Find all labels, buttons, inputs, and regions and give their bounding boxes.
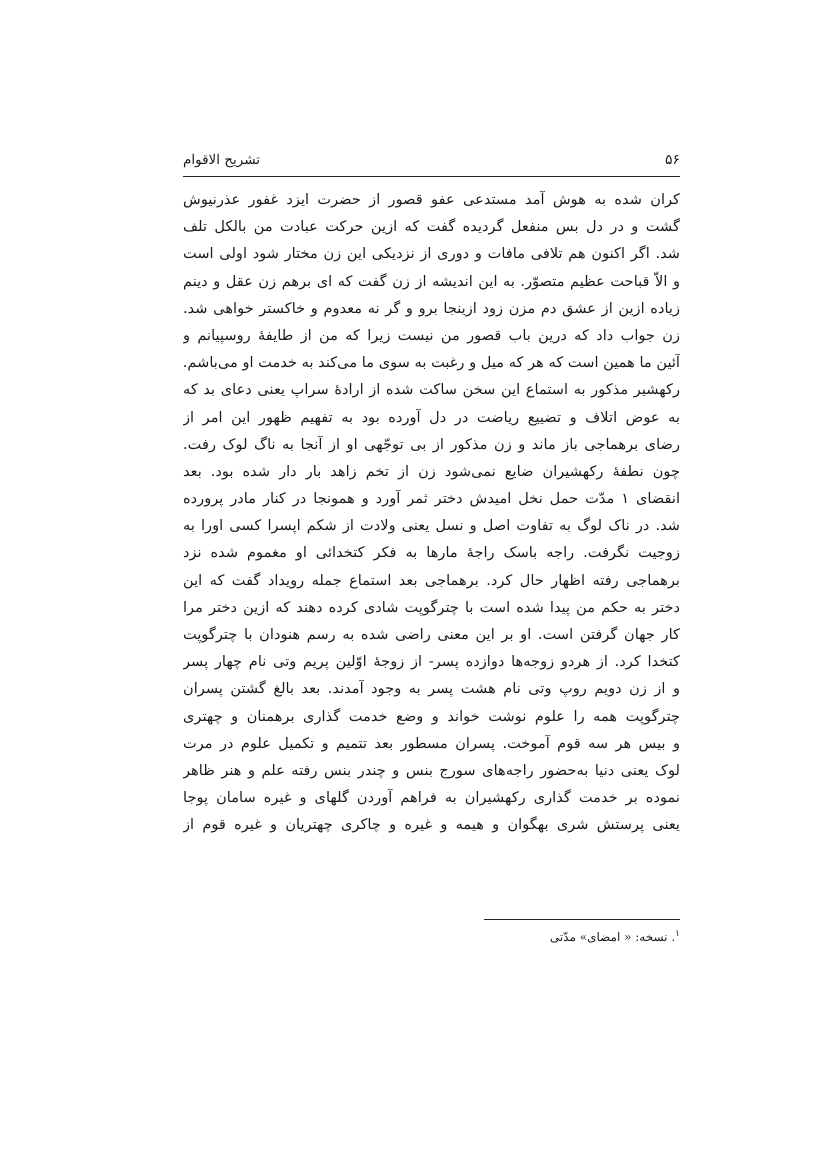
footnote-text: . نسخه: « امضای» مدّتی (549, 930, 676, 944)
text-line: کتخدا کرد. از هردو زوجه‌ها دوازده پسر- از زوجۀ اوّلین پریم وتی نام چهار پسر (183, 653, 680, 671)
text-line: رضای برهماجی باز ماند و زن مذکور از بی توجّهی او از آنجا به ناگ لوک رفت. (183, 435, 680, 453)
text-line: زن جواب داد که درین باب قصور من نیست زیرا که من از طایفۀ روسپیانم و (183, 326, 680, 344)
page-number: ۵۶ (664, 152, 680, 168)
text-line: آئین ما همین است که هر که میل و رغبت به سوی ما می‌کند به خدمت او می‌باشم. (183, 354, 680, 372)
text-line: شد. در ناک لوگ به تفاوت اصل و نسل یعنی ولادت از شکم اپسرا کسی اورا به (183, 517, 680, 535)
text-line: و از زن دویم روپ وتی نام هشت پسر به وجود آمدند. بعد بالغ گشتن پسران (183, 680, 680, 698)
book-title: تشریح الاقوام (183, 152, 260, 168)
text-line: دختر به حکم من پیدا شده است با چترگوپت شادی کرده دهند که ازین دختر مرا (183, 598, 680, 616)
text-line: و الاّ قباحت عظیم متصوّر. به این اندیشه از زن گفت که ای برهم زن عقل و دینم (183, 272, 680, 290)
text-line: برهماجی رفته اظهار حال کرد. برهماجی بعد استماع جمله رویداد گفت که این (183, 571, 680, 589)
text-line: لوک یعنی دنیا به‌حضور راجه‌های سورج بنس و چندر بنس رفته علم و هنر ظاهر (183, 761, 680, 779)
text-line: و بیس هر سه قوم آموخت. پسران مسطور بعد تتمیم و تکمیل علوم در مرت (183, 734, 680, 752)
text-line: زوجیت نگرفت. راجه باسک راجۀ مارها به فکر کتخدائی او مغموم شده نزد (183, 544, 680, 562)
text-line: چون نطفۀ رکهشیران ضایع نمی‌شود زن از تخم زاهد بار دار شده بود. بعد (183, 462, 680, 480)
text-line: کار جهان گرفتن است. او بر این معنی راضی شده به رسم هنودان با چترگوپت (183, 626, 680, 643)
footnote (183, 928, 680, 946)
header-divider (183, 176, 680, 177)
text-line: به عوض اتلاف و تضییع ریاضت در دل آورده بود به تفهیم ظهور این امر از (183, 408, 680, 426)
running-head (183, 149, 680, 171)
body-text (183, 186, 680, 839)
text-line: چترگوپت همه را علوم نوشت خواند و وضع خدمت گذاری برهمنان و چهتری (183, 707, 680, 725)
text-line: گشت و در دل بس منفعل گردیده گفت که ازین حرکت عبادت من بالکل تلف (183, 218, 680, 236)
text-line: انقضای ۱ مدّت حمل نخل امیدش دختر ثمر آورد و همونجا در کنار مادر پرورده (183, 490, 680, 508)
text-line: زیاده ازین از عشق دم مزن زود ازینجا برو و گر نه معدوم و خاکستر خواهی شد. (183, 299, 680, 317)
footnote-divider (484, 919, 680, 920)
text-line: کران شده به هوش آمد مستدعی عفو قصور از حضرت ایزد غفور عذرنیوش (183, 191, 680, 208)
text-line: شد. اگر اکنون هم تلافی مافات و دوری از نزدیکی این زن مختار شود اولی است (183, 245, 680, 263)
text-line: نموده بر خدمت گذاری رکهشیران به فراهم آوردن گلهای و غیره سامان پوجا (183, 789, 680, 807)
footnote-marker: ۱ (675, 929, 680, 939)
text-line: رکهشیر مذکور به استماع این سخن ساکت شده از ارادۀ سراپ یعنی دعای بد که (183, 381, 680, 399)
text-line: یعنی پرستش شری بهگوان و هیمه و غیره و چاکری چهتریان و غیره قوم از (183, 816, 680, 834)
